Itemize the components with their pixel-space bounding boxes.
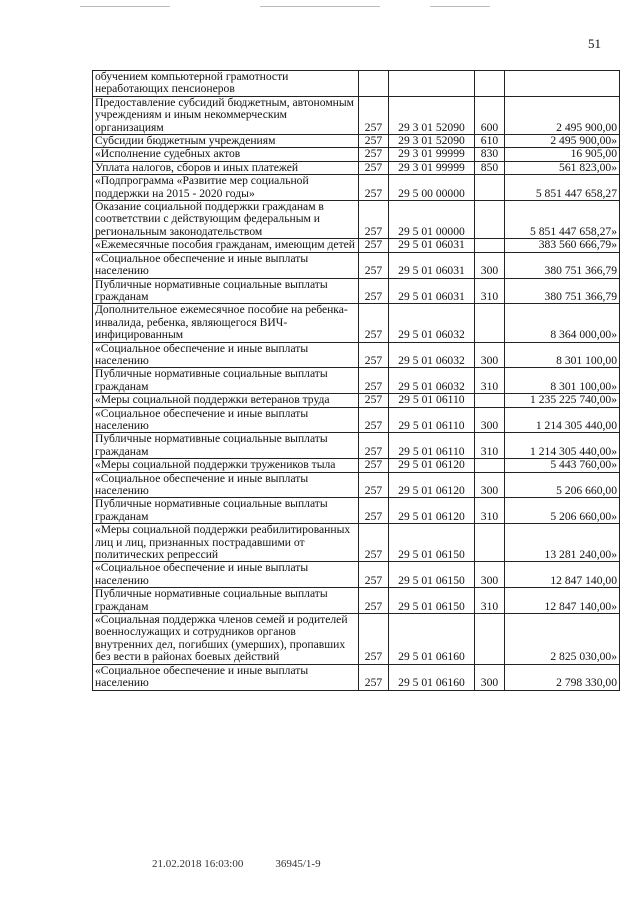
row-name-cell: Публичные нормативные социальные выплаты гражданам — [93, 278, 359, 304]
row-target-code-cell: 29 5 01 06031 — [389, 239, 475, 252]
row-admin-code-cell: 257 — [359, 524, 389, 562]
row-target-code-cell: 29 5 01 06150 — [389, 524, 475, 562]
row-target-code-cell: 29 3 01 52090 — [389, 135, 475, 148]
row-expense-type-cell — [475, 524, 505, 562]
row-admin-code-cell: 257 — [359, 433, 389, 459]
row-name-cell: «Исполнение судебных актов — [93, 148, 359, 161]
row-amount-cell — [505, 71, 620, 97]
table-row — [93, 96, 620, 134]
row-admin-code-cell: 257 — [359, 562, 389, 588]
row-target-code-cell: 29 5 01 00000 — [389, 201, 475, 239]
row-expense-type-cell: 610 — [475, 135, 505, 148]
row-target-code-cell: 29 3 01 99999 — [389, 148, 475, 161]
row-expense-type-cell — [475, 71, 505, 97]
document-footer — [152, 858, 321, 870]
row-amount-cell: 13 281 240,00» — [505, 524, 620, 562]
row-amount-cell: 5 443 760,00» — [505, 459, 620, 472]
row-target-code-cell: 29 3 01 52090 — [389, 96, 475, 134]
row-expense-type-cell — [475, 459, 505, 472]
row-amount-cell: 5 206 660,00» — [505, 498, 620, 524]
table-row — [93, 394, 620, 407]
row-expense-type-cell: 300 — [475, 472, 505, 498]
table-row — [93, 71, 620, 97]
table-row — [93, 304, 620, 342]
row-admin-code-cell: 257 — [359, 342, 389, 368]
row-name-cell: «Социальная поддержка членов семей и родителей военнослужащих и сотрудников органов внутренних дел, погибших (умерших), пропавших без вести в районах боевых действий — [93, 614, 359, 665]
row-target-code-cell: 29 5 01 06031 — [389, 278, 475, 304]
table-row — [93, 614, 620, 665]
row-admin-code-cell: 257 — [359, 368, 389, 394]
row-target-code-cell: 29 5 01 06120 — [389, 459, 475, 472]
page-number: 51 — [588, 36, 601, 51]
row-name-cell: «Меры социальной поддержки ветеранов труда — [93, 394, 359, 407]
row-expense-type-cell — [475, 239, 505, 252]
row-target-code-cell: 29 5 01 06150 — [389, 588, 475, 614]
table-row — [93, 407, 620, 433]
row-expense-type-cell — [475, 394, 505, 407]
row-target-code-cell: 29 5 01 06110 — [389, 407, 475, 433]
row-admin-code-cell: 257 — [359, 407, 389, 433]
row-amount-cell: 12 847 140,00» — [505, 588, 620, 614]
row-expense-type-cell: 310 — [475, 588, 505, 614]
row-target-code-cell: 29 5 01 06110 — [389, 394, 475, 407]
row-name-cell: Оказание социальной поддержки гражданам в соответствии с действующим федеральным и региональным законодательством — [93, 201, 359, 239]
row-expense-type-cell — [475, 304, 505, 342]
row-name-cell: Публичные нормативные социальные выплаты гражданам — [93, 498, 359, 524]
row-admin-code-cell — [359, 71, 389, 97]
row-admin-code-cell: 257 — [359, 201, 389, 239]
row-amount-cell: 2 825 030,00» — [505, 614, 620, 665]
footer-doc-code: 36945/1-9 — [275, 858, 321, 870]
table-row — [93, 135, 620, 148]
row-expense-type-cell: 310 — [475, 433, 505, 459]
row-amount-cell: 12 847 140,00 — [505, 562, 620, 588]
row-admin-code-cell: 257 — [359, 588, 389, 614]
table-row — [93, 562, 620, 588]
row-admin-code-cell: 257 — [359, 96, 389, 134]
row-expense-type-cell: 300 — [475, 562, 505, 588]
table-row — [93, 278, 620, 304]
row-target-code-cell: 29 5 01 06032 — [389, 342, 475, 368]
row-admin-code-cell: 257 — [359, 161, 389, 174]
row-amount-cell: 16 905,00 — [505, 148, 620, 161]
row-amount-cell: 383 560 666,79» — [505, 239, 620, 252]
row-amount-cell: 2 798 330,00 — [505, 664, 620, 690]
row-admin-code-cell: 257 — [359, 175, 389, 201]
table-row — [93, 459, 620, 472]
row-amount-cell: 5 851 447 658,27 — [505, 175, 620, 201]
row-target-code-cell: 29 5 01 06032 — [389, 368, 475, 394]
row-name-cell: «Социальное обеспечение и иные выплаты населению — [93, 342, 359, 368]
row-name-cell: «Социальное обеспечение и иные выплаты населению — [93, 252, 359, 278]
row-expense-type-cell: 310 — [475, 278, 505, 304]
row-admin-code-cell: 257 — [359, 278, 389, 304]
table-row — [93, 175, 620, 201]
row-expense-type-cell — [475, 175, 505, 201]
budget-table — [92, 70, 620, 691]
row-name-cell: «Ежемесячные пособия гражданам, имеющим детей — [93, 239, 359, 252]
row-admin-code-cell: 257 — [359, 148, 389, 161]
row-amount-cell: 1 214 305 440,00 — [505, 407, 620, 433]
row-target-code-cell: 29 5 01 06110 — [389, 433, 475, 459]
row-name-cell: «Социальное обеспечение и иные выплаты населению — [93, 472, 359, 498]
row-target-code-cell: 29 5 00 00000 — [389, 175, 475, 201]
row-expense-type-cell — [475, 201, 505, 239]
table-row — [93, 433, 620, 459]
footer-timestamp: 21.02.2018 16:03:00 — [152, 858, 244, 870]
budget-table-body — [93, 71, 620, 691]
table-row — [93, 524, 620, 562]
row-admin-code-cell: 257 — [359, 459, 389, 472]
row-admin-code-cell: 257 — [359, 498, 389, 524]
row-amount-cell: 5 851 447 658,27» — [505, 201, 620, 239]
row-amount-cell: 1 235 225 740,00» — [505, 394, 620, 407]
row-target-code-cell: 29 3 01 99999 — [389, 161, 475, 174]
row-name-cell: «Социальное обеспечение и иные выплаты населению — [93, 562, 359, 588]
row-name-cell: Дополнительное ежемесячное пособие на ребенка-инвалида, ребенка, являющегося ВИЧ-инфицированным — [93, 304, 359, 342]
row-name-cell: «Меры социальной поддержки реабилитированных лиц и лиц, признанных пострадавшими от политических репрессий — [93, 524, 359, 562]
row-amount-cell: 2 495 900,00 — [505, 96, 620, 134]
row-amount-cell: 2 495 900,00» — [505, 135, 620, 148]
table-row — [93, 201, 620, 239]
row-amount-cell: 5 206 660,00 — [505, 472, 620, 498]
table-row — [93, 342, 620, 368]
row-name-cell: Субсидии бюджетным учреждениям — [93, 135, 359, 148]
row-expense-type-cell: 310 — [475, 368, 505, 394]
table-row — [93, 161, 620, 174]
row-amount-cell: 380 751 366,79 — [505, 278, 620, 304]
table-row — [93, 664, 620, 690]
row-target-code-cell: 29 5 01 06120 — [389, 498, 475, 524]
row-expense-type-cell: 300 — [475, 252, 505, 278]
row-name-cell: Публичные нормативные социальные выплаты гражданам — [93, 368, 359, 394]
row-amount-cell: 8 364 000,00» — [505, 304, 620, 342]
row-target-code-cell: 29 5 01 06031 — [389, 252, 475, 278]
row-expense-type-cell: 600 — [475, 96, 505, 134]
row-expense-type-cell: 300 — [475, 342, 505, 368]
row-amount-cell: 1 214 305 440,00» — [505, 433, 620, 459]
row-name-cell: Публичные нормативные социальные выплаты гражданам — [93, 588, 359, 614]
table-row — [93, 239, 620, 252]
row-name-cell: «Социальное обеспечение и иные выплаты населению — [93, 664, 359, 690]
row-admin-code-cell: 257 — [359, 664, 389, 690]
table-row — [93, 498, 620, 524]
row-target-code-cell: 29 5 01 06032 — [389, 304, 475, 342]
table-row — [93, 148, 620, 161]
table-row — [93, 368, 620, 394]
row-admin-code-cell: 257 — [359, 135, 389, 148]
row-expense-type-cell: 300 — [475, 407, 505, 433]
row-admin-code-cell: 257 — [359, 252, 389, 278]
row-admin-code-cell: 257 — [359, 394, 389, 407]
row-expense-type-cell: 850 — [475, 161, 505, 174]
row-admin-code-cell: 257 — [359, 304, 389, 342]
row-name-cell: Предоставление субсидий бюджетным, автономным учреждениям и иным некоммерческим организациям — [93, 96, 359, 134]
row-expense-type-cell: 300 — [475, 664, 505, 690]
row-target-code-cell: 29 5 01 06120 — [389, 472, 475, 498]
row-target-code-cell: 29 5 01 06150 — [389, 562, 475, 588]
row-amount-cell: 8 301 100,00» — [505, 368, 620, 394]
row-target-code-cell: 29 5 01 06160 — [389, 614, 475, 665]
row-name-cell: Публичные нормативные социальные выплаты гражданам — [93, 433, 359, 459]
table-row — [93, 588, 620, 614]
row-admin-code-cell: 257 — [359, 239, 389, 252]
row-expense-type-cell — [475, 614, 505, 665]
row-name-cell: «Социальное обеспечение и иные выплаты населению — [93, 407, 359, 433]
row-amount-cell: 561 823,00» — [505, 161, 620, 174]
row-name-cell: «Меры социальной поддержки тружеников тыла — [93, 459, 359, 472]
table-row — [93, 252, 620, 278]
row-admin-code-cell: 257 — [359, 472, 389, 498]
row-amount-cell: 380 751 366,79 — [505, 252, 620, 278]
row-admin-code-cell: 257 — [359, 614, 389, 665]
row-name-cell: «Подпрограмма «Развитие мер социальной поддержки на 2015 - 2020 годы» — [93, 175, 359, 201]
row-amount-cell: 8 301 100,00 — [505, 342, 620, 368]
table-row — [93, 472, 620, 498]
row-name-cell: Уплата налогов, сборов и иных платежей — [93, 161, 359, 174]
row-name-cell: обучением компьютерной грамотности неработающих пенсионеров — [93, 71, 359, 97]
row-target-code-cell — [389, 71, 475, 97]
row-expense-type-cell: 310 — [475, 498, 505, 524]
row-expense-type-cell: 830 — [475, 148, 505, 161]
row-target-code-cell: 29 5 01 06160 — [389, 664, 475, 690]
